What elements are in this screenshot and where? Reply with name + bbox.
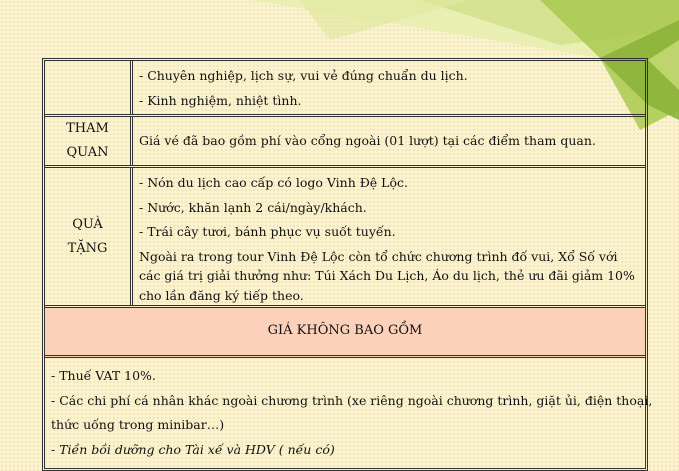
gifts-label-line1: QUÀ: [72, 216, 103, 232]
sightseeing-text: Giá vé đã bao gồm phí vào cổng ngoài (01 lượt) tại các điểm tham quan.: [139, 132, 596, 148]
guide-content-cell: [133, 61, 645, 114]
excluded-personal-line2: thức uống trong minibar…): [51, 417, 225, 432]
sightseeing-label-line2: QUAN: [66, 145, 109, 160]
guide-row: [45, 61, 645, 117]
guide-line-1: - Chuyên nghiệp, lịch sự, vui vẻ đúng chuẩn du lịch.: [139, 68, 468, 83]
gifts-label-line2: TẶNG: [67, 240, 108, 256]
gifts-label-cell: [45, 168, 133, 305]
sightseeing-content-cell: [133, 117, 645, 165]
excluded-header: GIÁ KHÔNG BAO GỒM: [267, 323, 423, 338]
sightseeing-label-cell: [45, 117, 133, 165]
excluded-content-cell: [45, 358, 658, 468]
guide-line-2: - Kinh nghiệm, nhiệt tình.: [139, 92, 302, 108]
gift-paragraph: Ngoài ra trong tour Vinh Đệ Lộc còn tổ chức chương trình đố vui, Xổ Số với các giá trị giải thưởng như: Túi Xách Du Lịch, Áo du lịch, thẻ ưu đãi giảm 10% cho lần đăng ký tiếp theo.: [139, 248, 635, 303]
guide-label-cell: [45, 61, 133, 114]
gifts-row: [45, 168, 645, 308]
excluded-tips: - Tiền bồi dưỡng cho Tài xế và HDV ( nếu có): [51, 441, 335, 457]
excluded-row: [45, 358, 653, 468]
excluded-header-row: [45, 308, 645, 358]
excluded-personal-line1: - Các chi phí cá nhân khác ngoài chương trình (xe riêng ngoài chương trình, giặt ủi, điện thoại,: [51, 392, 653, 408]
sightseeing-row: [45, 117, 645, 168]
gift-line-2: - Nước, khăn lạnh 2 cái/ngày/khách.: [139, 199, 367, 215]
excluded-vat: - Thuế VAT 10%.: [51, 368, 156, 383]
services-table: [42, 58, 653, 471]
sightseeing-label-line1: THAM: [66, 121, 109, 136]
gift-line-3: - Trái cây tươi, bánh phục vụ suốt tuyến.: [139, 224, 396, 239]
gifts-content-cell: [133, 168, 645, 305]
gift-line-1: - Nón du lịch cao cấp có logo Vinh Đệ Lộc.: [139, 175, 408, 190]
